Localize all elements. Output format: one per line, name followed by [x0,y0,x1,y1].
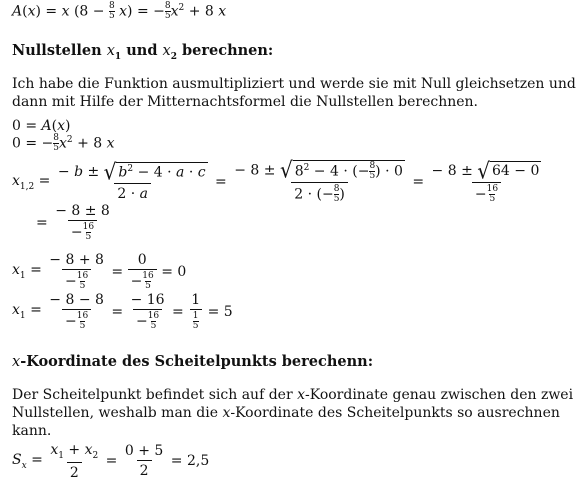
equation-zero-a: 0 = A(x) [12,118,71,134]
paragraph-scheitel-line3: kann. [12,423,52,439]
paragraph-scheitel-line1: Der Scheitelpunkt befindet sich auf der x-Koordinate genau zwischen den zwei [12,387,574,403]
heading-nullstellen: Nullstellen $x_1$ und $x_2$ berechnen: [12,42,274,62]
paragraph-scheitel-line2: Nullstellen, weshalb man die x-Koordinate des Scheitelpunkts so ausrechnen [12,405,560,421]
fraction-substituted: − 8 ± √ $8^2 - 4$ · (− $\frac{8}{5}$ ) · 0 2 · (− $\frac{8}{5}$ ) [234,156,403,204]
fraction-general: − b ± √ $b^2 - 4 \cdot a \cdot c$ 2 · a [57,158,206,202]
heading-scheitelpunkt: x-Koordinate des Scheitelpunkts berechenn: [12,353,374,370]
equation-sx: $S_x$ = $\frac{x_1 + x_2}{2}$ = $\frac{0 + 5}{2}$ = 2,5 [12,442,210,481]
equation-x1: $x_1$ = − 8 + 8 − $\frac{16}{5}$ = 0 − $\frac{16}{5}$ = 0 [12,252,187,291]
equation-area-function: A(x) = x (8 − $\frac{8}{5}$ x) = − $\frac{8}{5}$ $x^2 + 8$ x [12,1,227,21]
equation-x2: $x_1$ = − 8 − 8 − $\frac{16}{5}$ = − 16 − $\frac{16}{5}$ = $\frac{1}{\frac{1}{5}}$ = 5 [12,292,233,331]
paragraph-intro-line2: dann mit Hilfe der Mitternachtsformel die Nullstellen berechnen. [12,94,479,110]
equation-quadratic-formula: $x_{1,2}$ = − b ± √ $b^2 - 4 \cdot a \cdot c$ 2 · a = − 8 ± √ $8^2 - 4$ · (− $\frac{8}{5}$ ) · 0 2 · (− $\frac{8}{5}$ ) = − 8 ± √ 64 − 0 − $\frac{16}{5}$ [12,160,544,204]
equation-simplified-2: = − 8 ± 8 − $\frac{16}{5}$ [36,203,110,242]
equation-zero-expanded: 0 = − $\frac{8}{5}$ $x^2 + 8$ x [12,133,115,153]
paragraph-intro-line1: Ich habe die Funktion ausmultipliziert und werde sie mit Null gleichsetzen und [12,76,576,92]
fraction-simplified: − 8 ± √ 64 − 0 − $\frac{16}{5}$ [431,157,540,204]
